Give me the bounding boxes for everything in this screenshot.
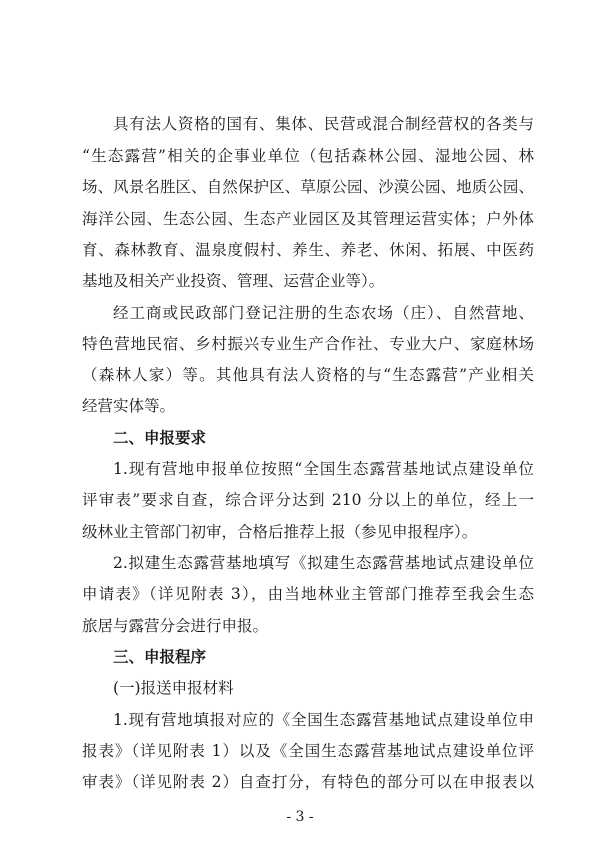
paragraph-5-line-2: 报表》（详见附表 1）以及《全国生态露营基地试点建设单位评: [82, 742, 534, 760]
section-heading-requirements: 二、申报要求: [113, 428, 207, 447]
paragraph-1-line-6: 基地及相关产业投资、管理、运营企业等）。: [82, 272, 385, 290]
subsection-heading-submit-materials: (一)报送申报材料: [113, 679, 234, 697]
paragraph-3-line-1: 1.现有营地申报单位按照“全国生态露营基地试点建设单位: [113, 460, 534, 478]
paragraph-2-line-1: 经工商或民政部门登记注册的生态农场（庄）、自然营地、: [113, 304, 534, 322]
page-number: - 3 -: [286, 809, 314, 825]
paragraph-4-line-3: 旅居与露营分会进行申报。: [82, 617, 269, 635]
paragraph-3-line-3: 级林业主管部门初审，合格后推荐上报（参见申报程序）。: [82, 523, 478, 541]
paragraph-1-line-1: 具有法人资格的国有、集体、民营或混合制经营权的各类与: [113, 115, 534, 133]
paragraph-5-line-1: 1.现有营地填报对应的《全国生态露营基地试点建设单位申: [113, 711, 534, 729]
paragraph-1-line-5: 育、森林教育、温泉度假村、养生、养老、休闲、拓展、中医药: [82, 241, 534, 259]
paragraph-4-line-1: 2.拟建生态露营基地填写《拟建生态露营基地试点建设单位: [113, 554, 534, 572]
paragraph-4-line-2: 申请表》（详见附表 3），由当地林业主管部门推荐至我会生态: [82, 585, 534, 603]
paragraph-2-line-3: （森林人家）等。其他具有法人资格的与“生态露营”产业相关: [82, 366, 534, 384]
paragraph-1-line-2: “生态露营”相关的企事业单位（包括森林公园、湿地公园、林: [82, 147, 534, 165]
section-heading-procedure: 三、申报程序: [113, 647, 207, 666]
paragraph-3-line-2: 评审表”要求自查，综合评分达到 210 分以上的单位，经上一: [82, 491, 534, 509]
paragraph-5-line-3: 审表》（详见附表 2）自查打分，有特色的部分可以在申报表以: [82, 773, 534, 791]
paragraph-1-line-4: 海洋公园、生态公园、生态产业园区及其管理运营实体；户外体: [82, 210, 534, 228]
paragraph-2-line-4: 经营实体等。: [82, 397, 176, 415]
paragraph-1-line-3: 场、风景名胜区、自然保护区、草原公园、沙漠公园、地质公园、: [82, 178, 534, 196]
paragraph-2-line-2: 特色营地民宿、乡村振兴专业生产合作社、专业大户、家庭林场: [82, 335, 534, 353]
